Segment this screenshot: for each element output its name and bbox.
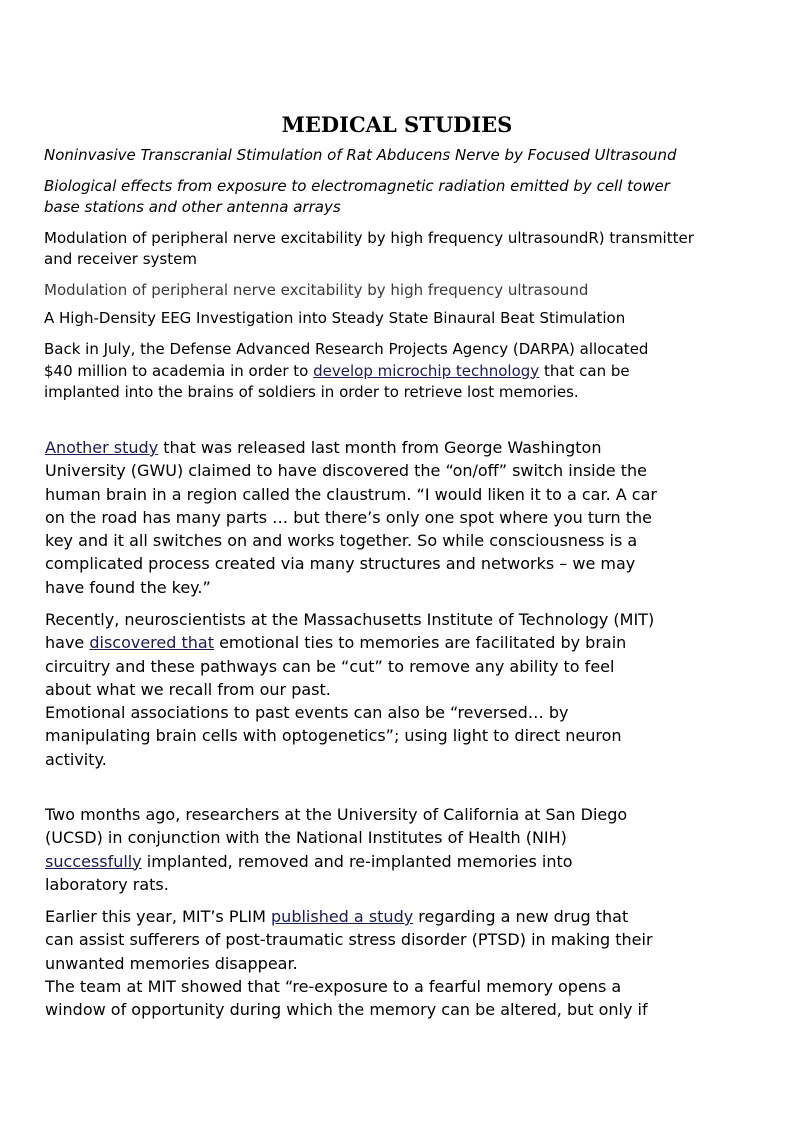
published-a-study-link[interactable]: published a study xyxy=(271,907,414,926)
mit-line-7: activity. xyxy=(45,749,107,769)
plim-line-1-pre: Earlier this year, MIT’s PLIM xyxy=(45,907,272,926)
gwu-paragraph xyxy=(45,436,657,599)
gwu-line-3: human brain in a region called the claustrum. “I would liken it to a car. A car xyxy=(45,484,657,504)
develop-microchip-link[interactable]: develop microchip technology xyxy=(313,361,540,380)
plim-paragraph xyxy=(45,905,653,1021)
study-title-2 xyxy=(44,176,670,218)
mit-line-2-post: emotional ties to memories are facilitated by brain xyxy=(213,633,627,653)
plim-line-2: can assist sufferers of post-traumatic stress disorder (PTSD) in making their xyxy=(45,930,653,950)
successfully-link[interactable]: successfully xyxy=(45,851,142,871)
gwu-line-5: key and it all switches on and works together. So while consciousness is a xyxy=(45,531,638,551)
darpa-line-1: Back in July, the Defense Advanced Research Projects Agency (DARPA) allocated xyxy=(44,340,649,358)
gwu-line-2: University (GWU) claimed to have discovered the “on/off” switch inside the xyxy=(45,461,647,481)
darpa-line-2-post: that can be xyxy=(539,361,630,380)
plim-line-4: The team at MIT showed that “re-exposure to a fearful memory opens a xyxy=(45,976,622,996)
study-title-2-line-2: base stations and other antenna arrays xyxy=(44,198,341,216)
ucsd-line-4: laboratory rats. xyxy=(45,874,169,894)
mit-line-1: Recently, neuroscientists at the Massachusetts Institute of Technology (MIT) xyxy=(45,610,655,629)
study-title-3 xyxy=(44,228,694,270)
gwu-line-6: complicated process created via many structures and networks – we may xyxy=(45,554,636,574)
mit-line-6: manipulating brain cells with optogenetics”; using light to direct neuron xyxy=(45,726,622,746)
page-title: MEDICAL STUDIES xyxy=(281,112,513,137)
darpa-line-3: implanted into the brains of soldiers in order to retrieve lost memories. xyxy=(44,383,579,401)
gwu-line-4: on the road has many parts … but there’s only one spot where you turn the xyxy=(45,507,653,527)
darpa-paragraph xyxy=(44,339,648,404)
another-study-link[interactable]: Another study xyxy=(45,438,159,457)
gwu-line-1-post: that was released last month from George Washington xyxy=(158,438,602,457)
study-title-3-line-1: Modulation of peripheral nerve excitability by high frequency ultrasoundR) transmitter xyxy=(44,229,694,247)
ucsd-line-3-post: implanted, removed and re-implanted memories into xyxy=(141,851,573,871)
plim-line-3: unwanted memories disappear. xyxy=(45,953,298,973)
study-title-3-line-2: and receiver system xyxy=(44,250,197,268)
mit-line-3: circuitry and these pathways can be “cut” to remove any ability to feel xyxy=(45,656,615,676)
study-title-5: A High-Density EEG Investigation into Steady State Binaural Beat Stimulation xyxy=(44,309,626,327)
ucsd-line-2: (UCSD) in conjunction with the National Institutes of Health (NIH) xyxy=(45,828,567,848)
mit-paragraph xyxy=(45,608,654,771)
plim-line-1-post: regarding a new drug that xyxy=(413,907,629,926)
darpa-line-2-pre: $40 million to academia in order to xyxy=(44,361,314,380)
mit-line-5: Emotional associations to past events can also be “reversed… by xyxy=(45,703,569,723)
discovered-that-link[interactable]: discovered that xyxy=(89,633,214,653)
mit-line-4: about what we recall from our past. xyxy=(45,679,331,699)
ucsd-paragraph xyxy=(45,803,627,896)
gwu-line-7: have found the key.” xyxy=(45,577,211,597)
study-title-4: Modulation of peripheral nerve excitability by high frequency ultrasound xyxy=(44,281,589,299)
ucsd-line-1: Two months ago, researchers at the University of California at San Diego xyxy=(45,805,628,824)
mit-line-2-pre: have xyxy=(45,633,90,653)
plim-line-5: window of opportunity during which the memory can be altered, but only if xyxy=(45,1000,648,1020)
study-title-2-line-1: Biological effects from exposure to electromagnetic radiation emitted by cell tower xyxy=(44,177,670,195)
study-title-1: Noninvasive Transcranial Stimulation of Rat Abducens Nerve by Focused Ultrasound xyxy=(44,146,677,164)
